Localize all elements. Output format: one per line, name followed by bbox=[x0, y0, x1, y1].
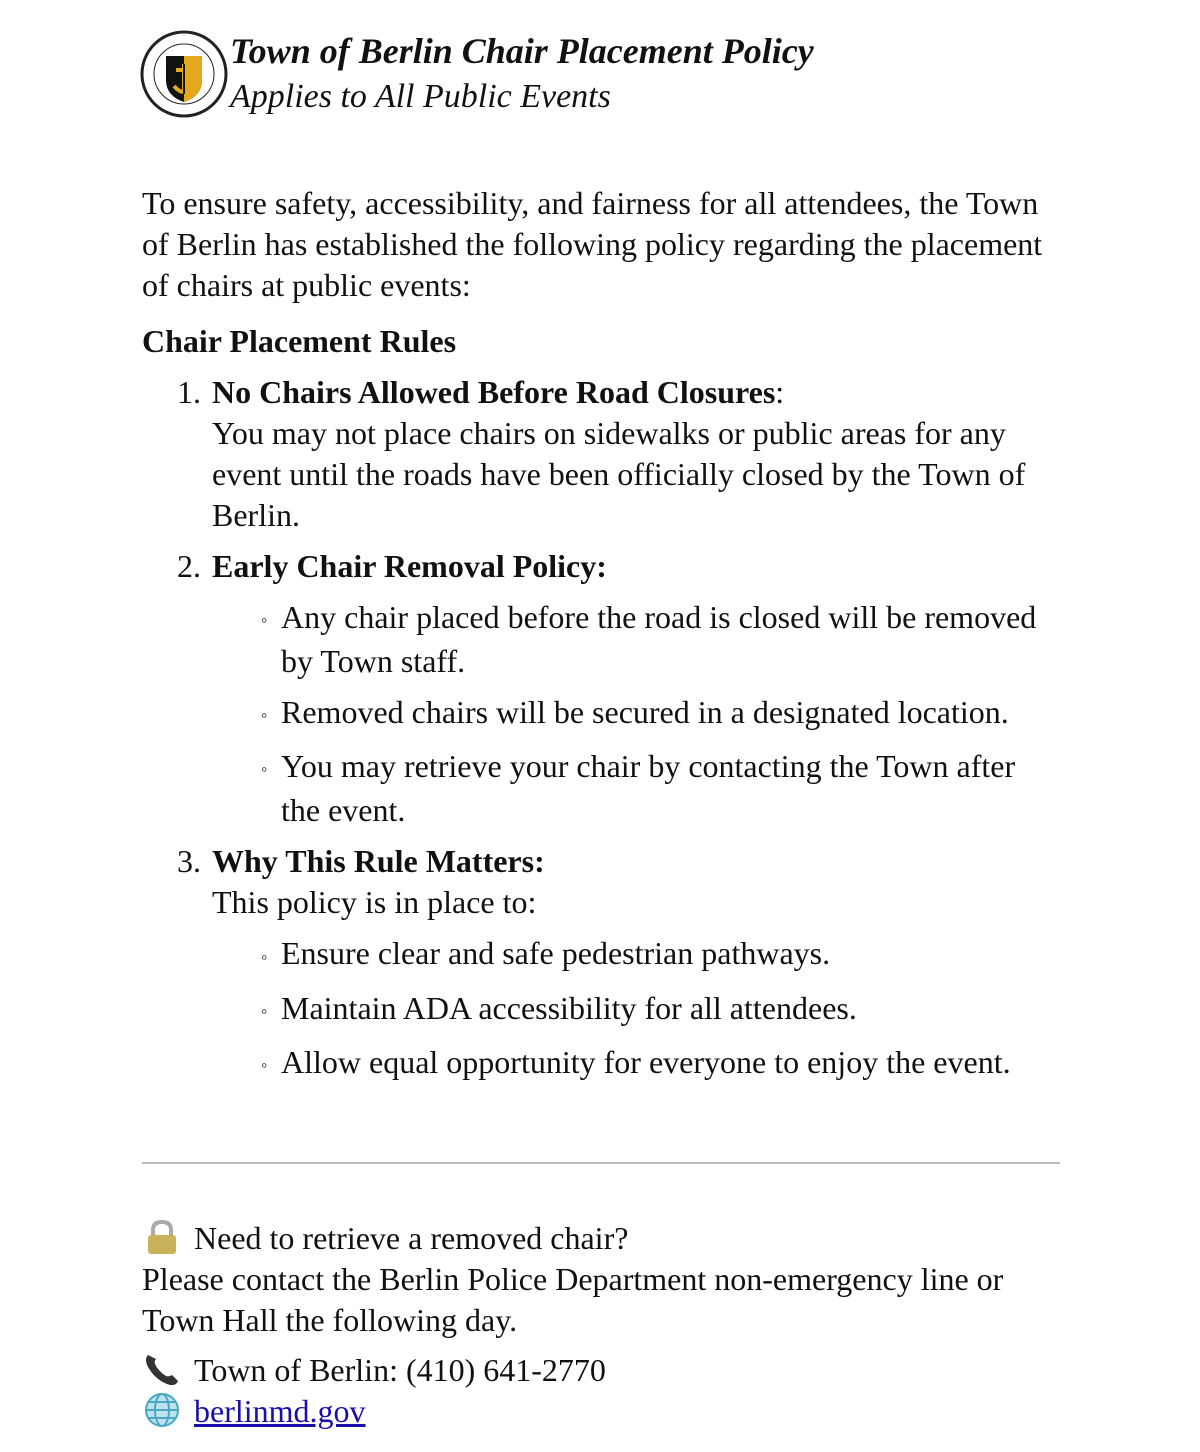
town-seal-logo bbox=[140, 30, 228, 118]
phone-icon bbox=[142, 1351, 182, 1387]
rule-body: This policy is in place to: bbox=[212, 884, 537, 921]
rule-title: No Chairs Allowed Before Road Closures bbox=[212, 374, 776, 410]
rule-title-suffix: : bbox=[775, 374, 785, 410]
bullet-icon: ◦ bbox=[261, 759, 268, 780]
rule-number: 3. bbox=[177, 843, 201, 880]
bullet-item bbox=[142, 933, 1062, 977]
bullet-icon: ◦ bbox=[261, 1000, 268, 1021]
bullet-text: Removed chairs will be secured in a designated location. bbox=[281, 694, 1009, 731]
footer bbox=[142, 1218, 1022, 1432]
section-heading: Chair Placement Rules bbox=[142, 323, 457, 359]
bullet-item bbox=[142, 988, 1062, 1032]
bullet-icon: ◦ bbox=[261, 946, 268, 967]
website-link[interactable]: berlinmd.gov bbox=[194, 1393, 366, 1429]
rules-list bbox=[142, 372, 1062, 1086]
bullet-text: Any chair placed before the road is closed will be removed by Town staff. bbox=[281, 599, 1037, 680]
rule-title: Early Chair Removal Policy: bbox=[212, 548, 607, 584]
phone-line: Town of Berlin: (410) 641-2770 bbox=[194, 1352, 606, 1388]
rule-item bbox=[142, 546, 1062, 831]
lock-icon bbox=[142, 1219, 182, 1255]
rule-item bbox=[142, 372, 1062, 536]
page-title: Town of Berlin Chair Placement Policy bbox=[230, 31, 814, 71]
rule-number: 2. bbox=[177, 548, 201, 584]
intro-paragraph: To ensure safety, accessibility, and fairness for all attendees, the Town of Berlin has established the following policy regarding the placement of chairs at public events: bbox=[142, 185, 1043, 303]
bullet-text: You may retrieve your chair by contacting the Town after the event. bbox=[281, 748, 1016, 829]
globe-icon bbox=[142, 1392, 182, 1428]
rule-number: 1. bbox=[177, 374, 201, 410]
bullet-item bbox=[142, 692, 1062, 736]
bullet-text: Allow equal opportunity for everyone to enjoy the event. bbox=[281, 1043, 1011, 1080]
bullet-text: Maintain ADA accessibility for all attendees. bbox=[281, 989, 857, 1026]
bullet-list bbox=[212, 597, 1062, 831]
page-subtitle: Applies to All Public Events bbox=[230, 78, 611, 115]
divider bbox=[142, 1162, 1060, 1164]
rule-title: Why This Rule Matters: bbox=[212, 843, 545, 880]
retrieve-body: Please contact the Berlin Police Department non-emergency line or Town Hall the following day. bbox=[142, 1261, 1004, 1338]
rule-body: You may not place chairs on sidewalks or public areas for any event until the roads have been officially closed by the Town of Berlin. bbox=[212, 415, 1026, 533]
header bbox=[140, 28, 814, 120]
bullet-list bbox=[212, 933, 1062, 1085]
bullet-item bbox=[142, 1042, 1062, 1086]
bullet-item bbox=[142, 597, 1062, 682]
policy-content bbox=[142, 183, 1062, 1096]
bullet-text: Ensure clear and safe pedestrian pathways. bbox=[281, 935, 831, 972]
bullet-icon: ◦ bbox=[261, 1054, 268, 1075]
retrieve-heading: Need to retrieve a removed chair? bbox=[194, 1220, 629, 1256]
bullet-icon: ◦ bbox=[261, 705, 268, 726]
bullet-item bbox=[142, 746, 1062, 831]
rule-item bbox=[142, 841, 1062, 1085]
bullet-icon: ◦ bbox=[261, 610, 268, 631]
